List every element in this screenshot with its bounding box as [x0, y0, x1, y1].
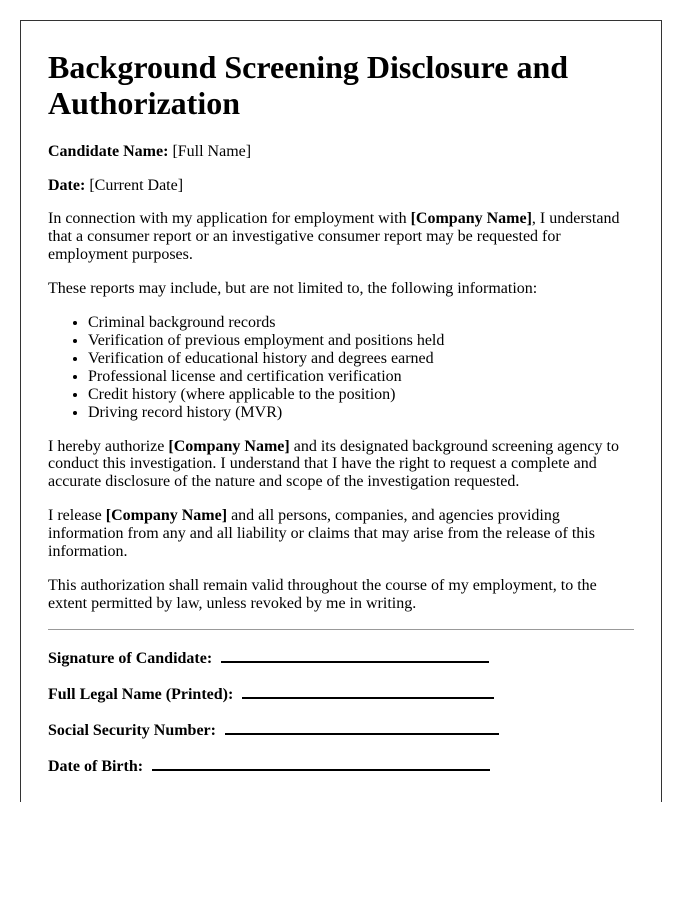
intro-paragraph: In connection with my application for employment with [Company Name], I understand that a consumer report or an investigative consumer report may be requested for employment purposes. — [48, 210, 620, 264]
signature-row-full-name — [48, 684, 634, 704]
list-item: • Driving record history (MVR) — [88, 404, 634, 422]
list-item: • Criminal background records — [88, 314, 634, 332]
social-security-number-line — [225, 720, 499, 735]
list-item: • Verification of previous employment and positions held — [88, 332, 634, 350]
signature-row-ssn — [48, 720, 634, 740]
document-title: Background Screening Disclosure and Authorization — [48, 49, 569, 121]
release-paragraph: I release [Company Name] and all persons, companies, and agencies providing information from any and all liability or claims that may arise from the release of this information. — [48, 507, 595, 561]
divider — [48, 629, 634, 630]
date-of-birth-line — [152, 756, 490, 771]
list-item: • Credit history (where applicable to the position) — [88, 386, 634, 404]
report-items-list — [48, 314, 634, 421]
full-legal-name-label: Full Legal Name (Printed): — [48, 685, 234, 703]
full-legal-name-line — [242, 684, 494, 699]
signature-row-dob — [48, 756, 634, 776]
authorize-paragraph: I hereby authorize [Company Name] and its designated background screening agency to conduct this investigation. I understand that I have the right to request a complete and accurate disclosure of the nature and scope of the investigation requested. — [48, 437, 619, 491]
signature-row-candidate — [48, 648, 634, 668]
list-item: • Professional license and certification verification — [88, 368, 634, 386]
document — [20, 20, 662, 802]
validity-paragraph: This authorization shall remain valid throughout the course of my employment, to the extent permitted by law, unless revoked by me in writing. — [48, 576, 597, 612]
list-item: • Verification of educational history and degrees earned — [88, 350, 634, 368]
candidate-name-field: Candidate Name: [Full Name] — [48, 142, 252, 160]
social-security-number-label: Social Security Number: — [48, 721, 216, 739]
signature-line — [221, 648, 489, 663]
date-field: Date: [Current Date] — [48, 176, 184, 194]
reports-intro-paragraph: These reports may include, but are not limited to, the following information: — [48, 280, 538, 298]
signature-of-candidate-label: Signature of Candidate: — [48, 649, 213, 667]
date-of-birth-label: Date of Birth: — [48, 757, 144, 775]
